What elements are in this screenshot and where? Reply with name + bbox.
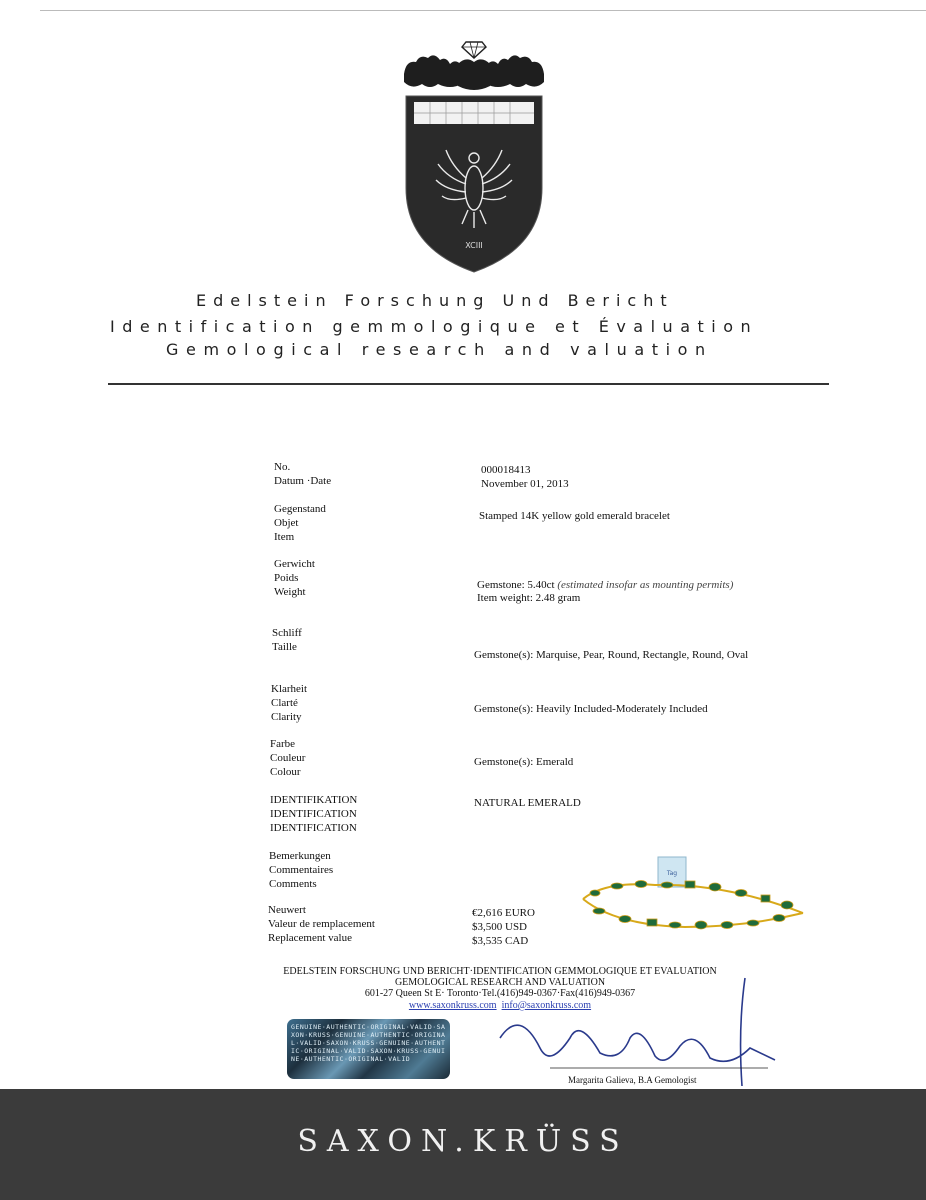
label-item-de: Gegenstand <box>274 503 326 515</box>
label-weight-de: Gerwicht <box>274 558 315 570</box>
label-colour-en: Colour <box>270 766 301 778</box>
value-replacement-usd: $3,500 USD <box>472 921 528 933</box>
footer-line-2: GEMOLOGICAL RESEARCH AND VALUATION <box>394 977 606 988</box>
email-link[interactable]: info@saxonkruss.com <box>501 1000 592 1011</box>
label-identification-fr: IDENTIFICATION <box>270 808 357 820</box>
svg-text:Tag: Tag <box>666 870 678 877</box>
value-cut: Gemstone(s): Marquise, Pear, Round, Rectangle, Round, Oval <box>474 649 749 661</box>
value-clarity: Gemstone(s): Heavily Included-Moderately Included <box>474 703 708 715</box>
value-colour: Gemstone(s): Emerald <box>474 756 574 768</box>
label-colour-de: Farbe <box>270 738 296 750</box>
label-identification-en: IDENTIFICATION <box>270 822 357 834</box>
value-weight-gemstone: Gemstone: 5.40ct <box>477 579 555 591</box>
value-replacement-euro: €2,616 EURO <box>472 907 535 919</box>
label-no: No. <box>274 461 291 473</box>
diamond-icon <box>462 42 486 58</box>
price-tag <box>658 857 686 887</box>
header-german: Edelstein Forschung Und Bericht <box>196 291 674 310</box>
label-colour-fr: Couleur <box>270 752 306 764</box>
value-replacement-cad: $3,535 CAD <box>472 935 529 947</box>
label-replacement-fr: Valeur de remplacement <box>268 918 375 930</box>
value-item-weight: Item weight: 2.48 gram <box>477 592 581 604</box>
header-english: Gemological research and valuation <box>166 340 713 359</box>
label-replacement-de: Neuwert <box>268 904 306 916</box>
footer-line-3: 601-27 Queen St E· Toronto·Tel.(416)949-0367·Fax(416)949-0367 <box>364 988 636 999</box>
value-identification: NATURAL EMERALD <box>474 797 581 809</box>
label-cut-de: Schliff <box>272 627 302 639</box>
value-weight <box>477 578 733 592</box>
label-clarity-fr: Clarté <box>271 697 298 709</box>
label-cut-fr: Taille <box>272 641 297 653</box>
footer-line-1: EDELSTEIN FORSCHUNG UND BERICHT·IDENTIFICATION GEMMOLOGIQUE ET EVALUATION <box>283 966 717 977</box>
hologram-seal <box>287 1019 450 1079</box>
signature <box>480 968 780 1088</box>
label-identification-de: IDENTIFIKATION <box>270 794 358 806</box>
value-date: November 01, 2013 <box>481 478 569 490</box>
hologram-text: GENUINE·AUTHENTIC·ORIGINAL·VALID·SAXON·KRUSS·GENUINE·AUTHENTIC·ORIGINAL·VALID·SAXON·KRUSS·GENUINE·AUTHENTIC·ORIGINAL·VALID·SAXON·KRUSS·GENUINE·AUTHENTIC·ORIGINAL·VALID <box>291 1023 446 1063</box>
label-comments-de: Bemerkungen <box>269 850 331 862</box>
label-date: Datum ·Date <box>274 475 332 487</box>
label-item-en: Item <box>274 531 295 543</box>
header-french: Identification gemmologique et Évaluation <box>110 317 759 336</box>
label-replacement-en: Replacement value <box>268 932 352 944</box>
website-link[interactable]: www.saxonkruss.com <box>408 1000 497 1011</box>
label-item-fr: Objet <box>274 517 299 529</box>
label-comments-fr: Commentaires <box>269 864 334 876</box>
top-edge-line <box>40 10 926 11</box>
crest-motto: XCIII <box>465 241 483 250</box>
label-clarity-en: Clarity <box>271 711 302 723</box>
signatory-name: Margarita Galieva, B.A Gemologist <box>568 1075 697 1085</box>
value-no: 000018413 <box>481 464 531 476</box>
value-weight-note: (estimated insofar as mounting permits) <box>557 579 734 591</box>
crown-ornament <box>404 55 544 90</box>
brand-name: SAXON.KRÜSS <box>297 1124 629 1159</box>
value-item: Stamped 14K yellow gold emerald bracelet <box>479 510 670 522</box>
label-comments-en: Comments <box>269 878 317 890</box>
label-weight-fr: Poids <box>274 572 299 584</box>
crest-logo <box>400 38 548 278</box>
bracelet-photo <box>575 855 810 935</box>
header-rule <box>108 383 829 385</box>
label-weight-en: Weight <box>274 586 306 598</box>
label-clarity-de: Klarheit <box>271 683 308 695</box>
